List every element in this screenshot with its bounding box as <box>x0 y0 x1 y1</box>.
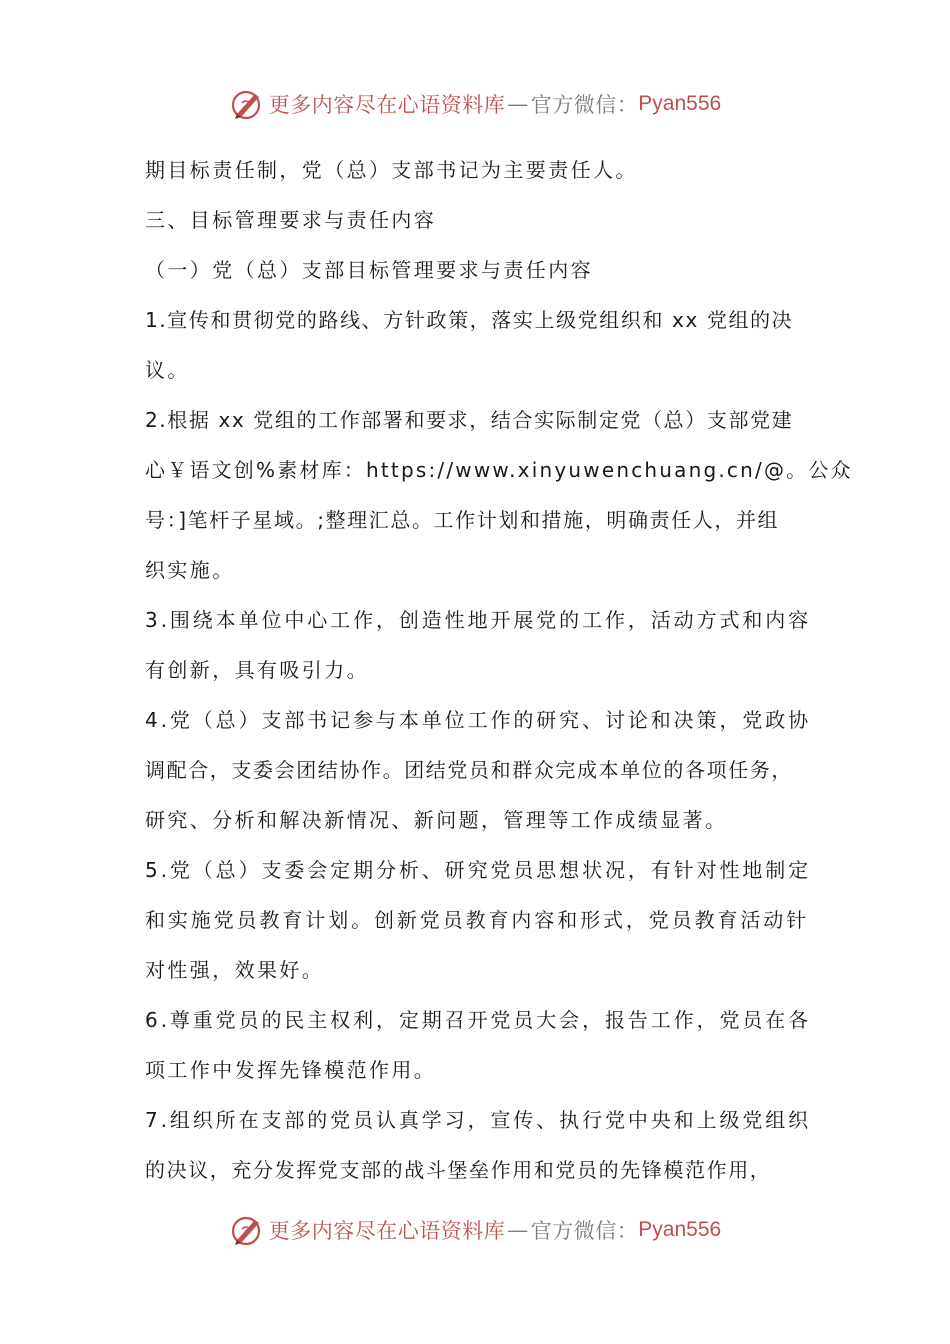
header-watermark-banner <box>0 82 950 126</box>
banner-wechat-label: 官方微信： <box>530 1219 639 1243</box>
text-line: 3.围绕本单位中心工作，创造性地开展党的工作，活动方式和内容 <box>145 608 812 632</box>
banner-dash: — <box>507 92 529 116</box>
section-heading: 三、目标管理要求与责任内容 <box>145 208 437 232</box>
text-line: 调配合，支委会团结协作。团结党员和群众完成本单位的各项任务， <box>145 758 793 782</box>
banner-wechat-label: 官方微信： <box>530 93 639 117</box>
text-line: 项工作中发挥先锋模范作用。 <box>145 1058 437 1082</box>
inline-url-text: 心￥语文创%素材库：https://www.xinyuwenchuang.cn/@。公众 <box>145 458 853 482</box>
text-line: 期目标责任制，党（总）支部书记为主要责任人。 <box>145 158 638 182</box>
pen-logo-icon <box>229 86 265 122</box>
banner-dash: — <box>507 1218 529 1242</box>
text-line: 7.组织所在支部的党员认真学习，宣传、执行党中央和上级党组织 <box>145 1108 812 1132</box>
text-line: 有创新，具有吸引力。 <box>145 658 369 682</box>
text-line: 4.党（总）支部书记参与本单位工作的研究、讨论和决策，党政协 <box>145 708 812 732</box>
text-line: 和实施党员教育计划。创新党员教育内容和形式，党员教育活动针 <box>145 908 810 932</box>
banner-account: Pyan556 <box>638 1218 722 1241</box>
text-line: 1.宣传和贯彻党的路线、方针政策，落实上级党组织和 xx 党组的决 <box>145 308 794 332</box>
text-line: 5.党（总）支委会定期分析、研究党员思想状况，有针对性地制定 <box>145 858 812 882</box>
text-line: 号：]笔杆子星域。;整理汇总。工作计划和措施，明确责任人，并组 <box>145 508 780 532</box>
text-line: 研究、分析和解决新情况、新问题，管理等工作成绩显著。 <box>145 808 728 832</box>
text-line: 2.根据 xx 党组的工作部署和要求，结合实际制定党（总）支部党建 <box>145 408 794 432</box>
banner-slogan: 更多内容尽在心语资料库 <box>268 1219 506 1243</box>
text-line-with-url <box>145 445 853 495</box>
text-line: 的决议，充分发挥党支部的战斗堡垒作用和党员的先锋模范作用， <box>145 1158 772 1182</box>
banner-slogan: 更多内容尽在心语资料库 <box>268 93 506 117</box>
pen-logo-icon <box>229 1212 265 1248</box>
document-body <box>145 145 853 1195</box>
footer-watermark-banner <box>0 1208 950 1252</box>
text-line: 议。 <box>145 358 190 382</box>
text-line: 织实施。 <box>145 558 235 582</box>
subsection-heading: （一）党（总）支部目标管理要求与责任内容 <box>145 258 593 282</box>
text-line: 6.尊重党员的民主权利，定期召开党员大会，报告工作，党员在各 <box>145 1008 812 1032</box>
banner-account: Pyan556 <box>638 92 722 115</box>
text-line: 对性强，效果好。 <box>145 958 325 982</box>
